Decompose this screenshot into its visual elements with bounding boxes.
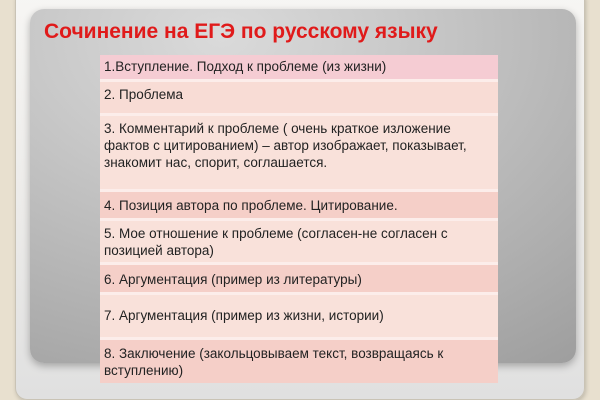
table-row	[100, 82, 498, 113]
table-row	[100, 221, 498, 262]
table-row-text: 8. Заключение (закольцовываем текст, возвращаясь к вступлению)	[104, 346, 444, 378]
table-row-text: 1.Вступление. Подход к проблеме (из жизни)	[104, 59, 387, 74]
table-row	[100, 116, 498, 189]
table-row	[100, 340, 498, 383]
table-row	[100, 295, 498, 337]
table-row-text: 3. Комментарий к проблеме ( очень краткое изложение фактов с цитированием) – автор изображает, показывает, знакомит нас, спорит, соглашается.	[104, 121, 467, 170]
table-row	[100, 192, 498, 218]
table-row-text: 7. Аргументация (пример из жизни, истории)	[104, 308, 384, 323]
slide-title: Сочинение на ЕГЭ по русскому языку	[44, 20, 438, 43]
table-row	[100, 55, 498, 79]
essay-plan-table	[100, 55, 498, 383]
table-row-text: 4. Позиция автора по проблеме. Цитирование.	[104, 198, 398, 213]
table-row	[100, 265, 498, 292]
table-row-text: 5. Мое отношение к проблеме (согласен-не согласен с позицией автора)	[104, 226, 448, 258]
table-row-text: 2. Проблема	[104, 87, 184, 102]
table-row-text: 6. Аргументация (пример из литературы)	[104, 272, 362, 287]
